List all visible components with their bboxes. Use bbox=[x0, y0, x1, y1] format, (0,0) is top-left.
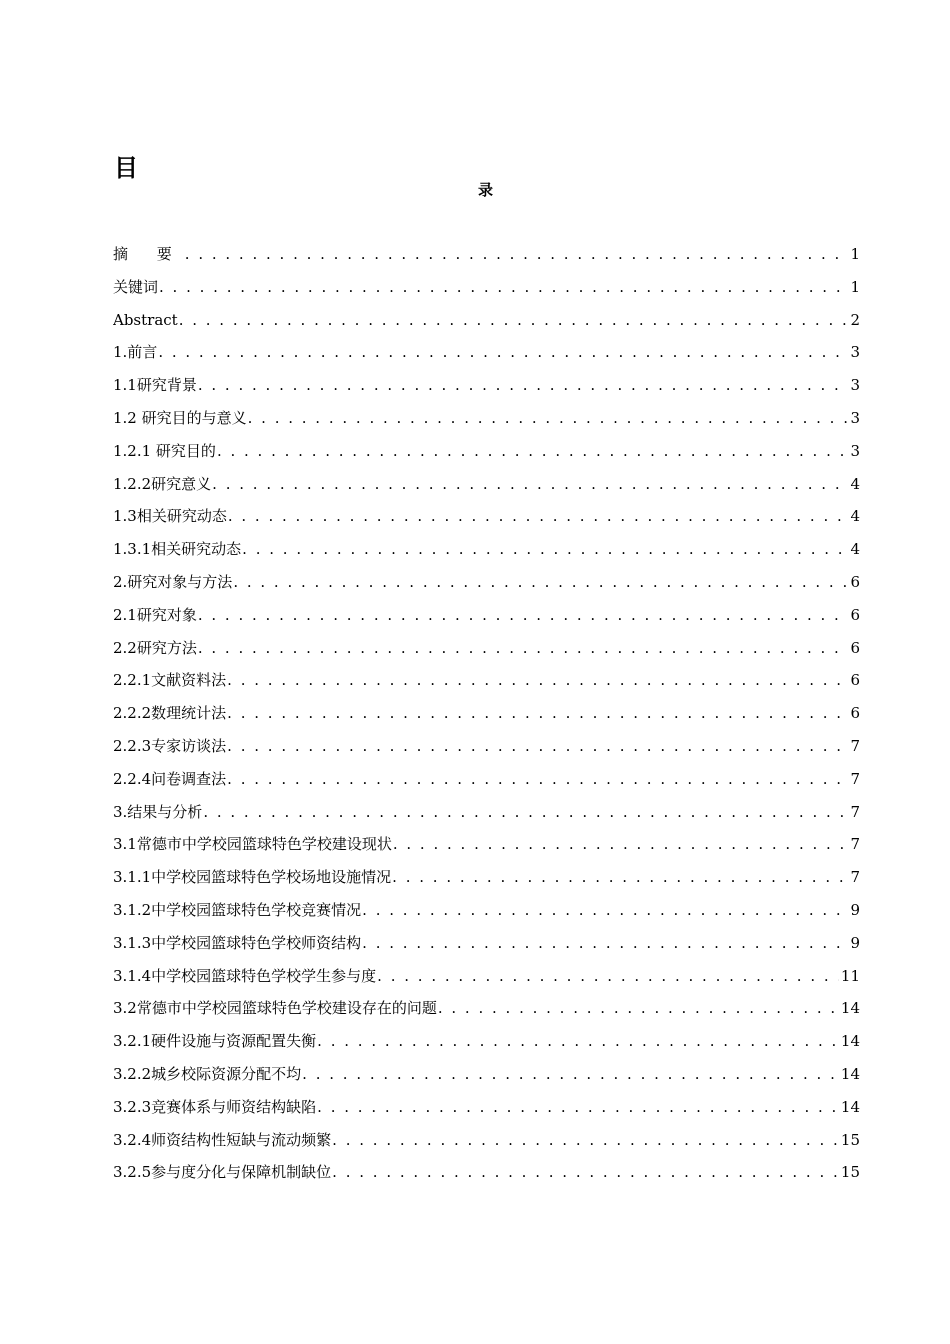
toc-entry-page: 6 bbox=[850, 605, 860, 624]
toc-entry-page: 4 bbox=[850, 507, 860, 526]
toc-leader-dots bbox=[242, 533, 848, 566]
toc-entry-page: 4 bbox=[850, 474, 860, 493]
toc-entry-3-2-3[interactable] bbox=[113, 1091, 860, 1124]
toc-entry-label: 2.2.4问卷调查法 bbox=[113, 769, 227, 788]
table-of-contents bbox=[113, 238, 860, 1189]
toc-entry-1-1[interactable] bbox=[113, 369, 860, 402]
toc-entry-page: 7 bbox=[850, 868, 860, 887]
toc-title-char-2: 录 bbox=[478, 181, 494, 199]
toc-entry-page: 6 bbox=[850, 638, 860, 657]
toc-entry-3-1-3[interactable] bbox=[113, 927, 860, 960]
toc-entry-label: 2.2.1文献资料法 bbox=[113, 671, 227, 690]
toc-entry-3-2-5[interactable] bbox=[113, 1156, 860, 1189]
toc-entry-label: 3.2.5参与度分化与保障机制缺位 bbox=[113, 1163, 332, 1182]
toc-entry-page: 14 bbox=[840, 1032, 860, 1051]
toc-leader-dots bbox=[317, 1025, 839, 1058]
toc-leader-dots bbox=[233, 566, 848, 599]
toc-entry-label: 1.3.1相关研究动态 bbox=[113, 540, 242, 559]
toc-entry-keywords[interactable] bbox=[113, 271, 860, 304]
toc-entry-2-2-3[interactable] bbox=[113, 730, 860, 763]
toc-entry-label: 摘 要 bbox=[113, 245, 184, 263]
toc-entry-label: 1.2.2研究意义 bbox=[113, 474, 212, 493]
toc-entry-label: 3.1.1中学校园篮球特色学校场地设施情况 bbox=[113, 868, 392, 887]
toc-entry-page: 9 bbox=[850, 900, 860, 919]
toc-entry-label: Abstract bbox=[113, 310, 178, 329]
toc-leader-dots bbox=[159, 271, 848, 304]
toc-entry-abstract-zh[interactable] bbox=[113, 238, 860, 271]
toc-entry-label: 1.1研究背景 bbox=[113, 376, 197, 395]
toc-leader-dots bbox=[198, 599, 849, 632]
toc-leader-dots bbox=[212, 468, 848, 501]
toc-entry-2-2-2[interactable] bbox=[113, 697, 860, 730]
toc-entry-3-2[interactable] bbox=[113, 992, 860, 1025]
toc-entry-label: 1.3相关研究动态 bbox=[113, 507, 227, 526]
toc-leader-dots bbox=[198, 369, 849, 402]
toc-entry-1-2[interactable] bbox=[113, 402, 860, 435]
toc-leader-dots bbox=[227, 697, 848, 730]
toc-entry-label: 3.1.4中学校园篮球特色学校学生参与度 bbox=[113, 966, 377, 985]
toc-entry-label: 1.2.1 研究目的 bbox=[113, 441, 216, 460]
toc-entry-1-2-1[interactable] bbox=[113, 435, 860, 468]
toc-leader-dots bbox=[228, 500, 849, 533]
toc-entry-3-2-1[interactable] bbox=[113, 1025, 860, 1058]
toc-entry-3-1-4[interactable] bbox=[113, 960, 860, 993]
toc-entry-label: 3.结果与分析 bbox=[113, 802, 203, 821]
toc-entry-label: 3.2常德市中学校园篮球特色学校建设存在的问题 bbox=[113, 999, 437, 1018]
toc-entry-page: 14 bbox=[840, 1097, 860, 1116]
toc-entry-2-2-1[interactable] bbox=[113, 664, 860, 697]
toc-entry-label: 关键词 bbox=[113, 277, 159, 296]
toc-entry-page: 7 bbox=[850, 802, 860, 821]
toc-entry-page: 7 bbox=[850, 835, 860, 854]
toc-entry-page: 1 bbox=[850, 245, 860, 263]
toc-entry-1-2-2[interactable] bbox=[113, 468, 860, 501]
toc-entry-3-1-2[interactable] bbox=[113, 894, 860, 927]
toc-leader-dots bbox=[332, 1156, 839, 1189]
toc-entry-page: 15 bbox=[840, 1163, 860, 1182]
toc-entry-label: 3.1.3中学校园篮球特色学校师资结构 bbox=[113, 933, 362, 952]
toc-entry-label: 1.前言 bbox=[113, 343, 158, 362]
toc-leader-dots bbox=[217, 435, 849, 468]
toc-leader-dots bbox=[438, 992, 839, 1025]
toc-entry-label: 3.1.2中学校园篮球特色学校竞赛情况 bbox=[113, 900, 362, 919]
toc-entry-page: 4 bbox=[850, 540, 860, 559]
toc-entry-page: 6 bbox=[850, 704, 860, 723]
toc-entry-page: 15 bbox=[840, 1130, 860, 1149]
toc-entry-3[interactable] bbox=[113, 796, 860, 829]
toc-entry-page: 6 bbox=[850, 671, 860, 690]
toc-entry-label: 3.2.4师资结构性短缺与流动频繁 bbox=[113, 1130, 332, 1149]
toc-leader-dots bbox=[227, 664, 848, 697]
toc-entry-page: 3 bbox=[850, 343, 860, 362]
toc-entry-page: 7 bbox=[850, 736, 860, 755]
toc-entry-page: 3 bbox=[850, 441, 860, 460]
toc-leader-dots bbox=[302, 1058, 839, 1091]
toc-entry-label: 2.2研究方法 bbox=[113, 638, 197, 657]
toc-entry-1[interactable] bbox=[113, 336, 860, 369]
toc-leader-dots bbox=[362, 927, 848, 960]
toc-entry-page: 7 bbox=[850, 769, 860, 788]
toc-entry-label: 1.2 研究目的与意义 bbox=[113, 408, 247, 427]
toc-leader-dots bbox=[248, 402, 849, 435]
toc-entry-page: 14 bbox=[840, 999, 860, 1018]
toc-entry-3-2-2[interactable] bbox=[113, 1058, 860, 1091]
toc-entry-2-2[interactable] bbox=[113, 632, 860, 665]
toc-entry-page: 9 bbox=[850, 933, 860, 952]
toc-entry-label: 2.2.2数理统计法 bbox=[113, 704, 227, 723]
toc-leader-dots bbox=[393, 828, 849, 861]
toc-entry-page: 14 bbox=[840, 1064, 860, 1083]
toc-entry-page: 2 bbox=[850, 310, 860, 329]
toc-leader-dots bbox=[198, 632, 849, 665]
toc-leader-dots bbox=[227, 730, 848, 763]
toc-entry-label: 3.2.1硬件设施与资源配置失衡 bbox=[113, 1032, 317, 1051]
toc-entry-page: 3 bbox=[850, 408, 860, 427]
toc-leader-dots bbox=[392, 861, 848, 894]
toc-entry-label: 3.2.3竞赛体系与师资结构缺陷 bbox=[113, 1097, 317, 1116]
toc-leader-dots bbox=[317, 1091, 839, 1124]
toc-entry-2-1[interactable] bbox=[113, 599, 860, 632]
toc-entry-3-1[interactable] bbox=[113, 828, 860, 861]
toc-entry-2-2-4[interactable] bbox=[113, 763, 860, 796]
toc-entry-label: 3.2.2城乡校际资源分配不均 bbox=[113, 1064, 302, 1083]
toc-leader-dots bbox=[227, 763, 848, 796]
toc-entry-1-3-1[interactable] bbox=[113, 533, 860, 566]
toc-entry-label: 2.研究对象与方法 bbox=[113, 572, 233, 591]
toc-leader-dots bbox=[203, 796, 848, 829]
toc-entry-label: 2.2.3专家访谈法 bbox=[113, 736, 227, 755]
toc-leader-dots bbox=[158, 336, 848, 369]
toc-entry-label: 3.1常德市中学校园篮球特色学校建设现状 bbox=[113, 835, 392, 854]
toc-entry-3-1-1[interactable] bbox=[113, 861, 860, 894]
toc-entry-page: 11 bbox=[840, 966, 860, 985]
toc-leader-dots bbox=[185, 238, 849, 271]
toc-entry-page: 3 bbox=[850, 376, 860, 395]
toc-entry-label: 2.1研究对象 bbox=[113, 605, 197, 624]
toc-leader-dots bbox=[377, 960, 839, 993]
toc-entry-abstract-en[interactable] bbox=[113, 304, 860, 337]
toc-leader-dots bbox=[362, 894, 848, 927]
toc-entry-1-3[interactable] bbox=[113, 500, 860, 533]
toc-entry-2[interactable] bbox=[113, 566, 860, 599]
toc-title-char-1: 目 bbox=[114, 154, 138, 182]
toc-leader-dots bbox=[179, 304, 849, 337]
toc-leader-dots bbox=[332, 1124, 839, 1157]
toc-entry-page: 1 bbox=[850, 277, 860, 296]
toc-entry-3-2-4[interactable] bbox=[113, 1124, 860, 1157]
toc-entry-page: 6 bbox=[850, 572, 860, 591]
